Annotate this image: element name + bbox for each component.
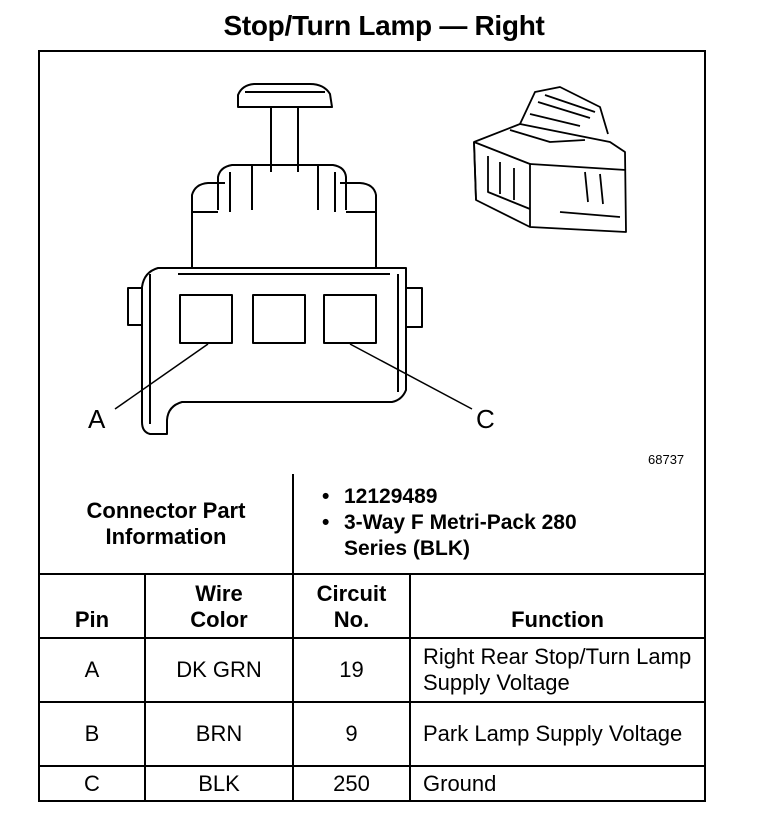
latch-stem <box>271 107 298 172</box>
table-row <box>40 766 704 800</box>
table-header-row <box>40 574 704 638</box>
leader-line-a <box>115 344 208 409</box>
connector-type: • 3-Way F Metri-Pack 280 Series (BLK) <box>322 510 594 562</box>
connector-diagram-frame <box>38 50 706 802</box>
isometric-connector <box>474 87 626 232</box>
page-title: Stop/Turn Lamp — Right <box>223 10 545 41</box>
figure-number: 68737 <box>648 452 685 467</box>
connector-part-values <box>293 474 704 574</box>
pin-label-a: A <box>88 404 106 434</box>
cell-circuit-no: 250 <box>293 766 410 800</box>
cell-wire-color: DK GRN <box>145 638 293 702</box>
connector-part-label: Connector Part Information <box>40 474 293 574</box>
cell-circuit-no: 9 <box>293 702 410 766</box>
header-circuit-no: Circuit No. <box>293 574 410 638</box>
diagram-area <box>40 52 704 474</box>
cell-wire-color: BLK <box>145 766 293 800</box>
latch-top <box>238 84 332 107</box>
leader-line-c <box>350 344 472 409</box>
connector-part-row <box>40 474 704 574</box>
connector-info-table <box>40 474 704 800</box>
header-pin: Pin <box>40 574 145 638</box>
cavity-b <box>253 295 305 343</box>
header-function: Function <box>410 574 704 638</box>
pin-label-c: C <box>476 404 495 434</box>
cell-function: Park Lamp Supply Voltage <box>410 702 704 766</box>
cavity-a <box>180 295 232 343</box>
cell-function: Ground <box>410 766 704 800</box>
cavity-c <box>324 295 376 343</box>
cell-wire-color: BRN <box>145 702 293 766</box>
cell-circuit-no: 19 <box>293 638 410 702</box>
connector-drawing <box>40 52 704 474</box>
side-ear-left <box>128 288 142 325</box>
table-row <box>40 702 704 766</box>
header-wire-color: Wire Color <box>145 574 293 638</box>
upper-housing <box>192 183 376 268</box>
cell-pin: C <box>40 766 145 800</box>
cell-pin: B <box>40 702 145 766</box>
part-number: • 12129489 <box>322 484 704 510</box>
table-row <box>40 638 704 702</box>
side-ear-right <box>406 288 422 327</box>
cell-function: Right Rear Stop/Turn Lamp Supply Voltage <box>410 638 704 702</box>
cell-pin: A <box>40 638 145 702</box>
main-housing <box>142 268 406 434</box>
latch-arms <box>218 165 346 210</box>
